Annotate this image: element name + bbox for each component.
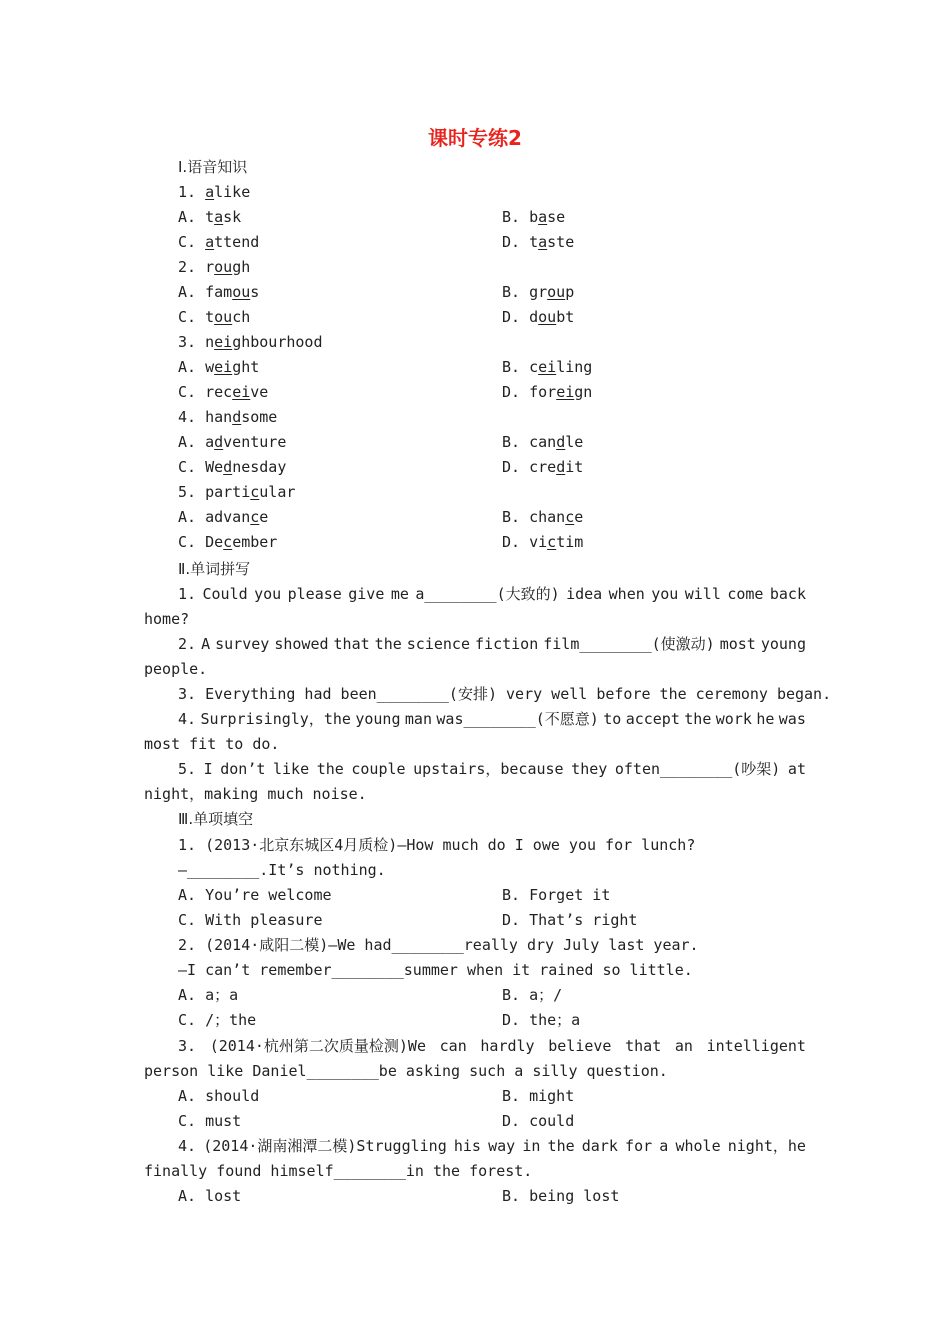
word-part: ular [259, 483, 296, 501]
word: don’t [220, 760, 266, 778]
phonetics-q3-option-d [502, 382, 592, 402]
word-part: De [205, 533, 224, 551]
word-part: d [529, 308, 539, 326]
underlined-letters: ei [214, 333, 233, 351]
word: believe [548, 1037, 612, 1055]
question-number: 5. [178, 483, 206, 501]
section-heading-phonetics: Ⅰ.语音知识 [178, 158, 248, 176]
question-number: 3. [178, 333, 206, 351]
word-part: sk [223, 208, 242, 226]
word: the [547, 1137, 575, 1155]
choice-q3-option-c: C. must [178, 1112, 242, 1130]
choice-q1-option-a: A. You’re welcome [178, 886, 332, 904]
word: dark [581, 1137, 618, 1155]
word-part: ste [547, 233, 575, 251]
word: back [769, 585, 806, 603]
word: come [727, 585, 764, 603]
word: the [316, 760, 344, 778]
word-part: tim [556, 533, 584, 551]
word-part: ch [232, 308, 251, 326]
underlined-letters: c [223, 533, 233, 551]
word-part: t [205, 208, 215, 226]
word: idea [566, 585, 603, 603]
choice-q2-stem: 2. (2014·咸阳二模)—We had________really dry July last year. [178, 936, 699, 954]
word: at [787, 760, 806, 778]
option-letter: C. [178, 533, 206, 551]
phonetics-q2-word [178, 257, 250, 277]
phonetics-q2-option-b [502, 282, 574, 302]
word: 4. [178, 710, 197, 728]
word: when [608, 585, 645, 603]
option-letter: D. [502, 458, 530, 476]
underlined-letters: c [250, 483, 260, 501]
word-part: some [241, 408, 278, 426]
spelling-q3: 3. Everything had been________(安排) very well before the ceremony began. [178, 685, 832, 703]
spelling-q1-line2: home? [144, 610, 190, 628]
word: accept [625, 710, 680, 728]
word: work [715, 710, 752, 728]
choice-q4-option-a: A. lost [178, 1187, 242, 1205]
word: science [406, 635, 470, 653]
choice-q2-option-c: C. /；the [178, 1011, 257, 1029]
option-letter: C. [178, 458, 206, 476]
choice-q4-stem [178, 1136, 806, 1156]
phonetics-q1-option-b [502, 207, 565, 227]
choice-q3-option-a: A. should [178, 1087, 260, 1105]
word-part: a [205, 433, 215, 451]
option-letter: D. [502, 308, 530, 326]
phonetics-q5-word [178, 482, 295, 502]
word: Could [202, 585, 248, 603]
word-part: t [529, 233, 539, 251]
phonetics-q4-option-c [178, 457, 286, 477]
word: I [203, 760, 213, 778]
word: night，he [727, 1137, 806, 1155]
option-letter: D. [502, 233, 530, 251]
word: an [674, 1037, 693, 1055]
word-part: bt [556, 308, 575, 326]
option-letter: D. [502, 533, 530, 551]
spelling-q5-line2: night，making much noise. [144, 785, 367, 803]
underlined-letters: ou [214, 308, 233, 326]
word: in [522, 1137, 541, 1155]
word-part: venture [223, 433, 287, 451]
underlined-letters: ou [214, 258, 233, 276]
word: that [333, 635, 370, 653]
underlined-letters: ei [556, 383, 575, 401]
underlined-letters: d [556, 433, 566, 451]
word-part: for [529, 383, 557, 401]
choice-q2-option-b: B. a；/ [502, 986, 563, 1004]
underlined-letters: c [250, 508, 260, 526]
word: please [287, 585, 342, 603]
word: upstairs，because [413, 760, 564, 778]
phonetics-q3-option-c [178, 382, 268, 402]
choice-q3-stem [178, 1036, 806, 1056]
word-part: han [205, 408, 233, 426]
underlined-letters: a [214, 208, 224, 226]
word: that [625, 1037, 662, 1055]
phonetics-q4-option-d [502, 457, 583, 477]
word-part: w [205, 358, 215, 376]
word-part: ttend [214, 233, 260, 251]
word-part: e [574, 508, 584, 526]
choice-q3-option-d: D. could [502, 1112, 575, 1130]
option-letter: A. [178, 508, 206, 526]
choice-q1-option-d: D. That’s right [502, 911, 638, 929]
word: will [684, 585, 721, 603]
word: fiction [475, 635, 539, 653]
phonetics-q5-option-c [178, 532, 277, 552]
word-part: gn [574, 383, 593, 401]
option-letter: A. [178, 283, 206, 301]
word: give [348, 585, 385, 603]
word: the [684, 710, 712, 728]
word-part: can [529, 433, 557, 451]
phonetics-q4-option-b [502, 432, 583, 452]
word-part: le [565, 433, 584, 451]
underlined-letters: d [214, 433, 224, 451]
word-part: p [565, 283, 575, 301]
word-part: ling [556, 358, 593, 376]
word: for [625, 1137, 653, 1155]
section-heading-choice: Ⅲ.单项填空 [178, 810, 254, 828]
choice-q3-stem-line2: person like Daniel________be asking such a silly question. [144, 1062, 668, 1080]
word: A [201, 635, 211, 653]
phonetics-q5-option-b [502, 507, 583, 527]
word-part: n [205, 333, 215, 351]
underlined-letters: ou [547, 283, 566, 301]
underlined-letters: d [556, 458, 566, 476]
word: survey [215, 635, 270, 653]
word: you [651, 585, 679, 603]
word-part: it [565, 458, 584, 476]
word: 5. [178, 760, 197, 778]
word: his [453, 1137, 481, 1155]
word: young [760, 635, 806, 653]
word-part: b [529, 208, 539, 226]
word-part: parti [205, 483, 251, 501]
word: way [488, 1137, 516, 1155]
word-part: ember [232, 533, 278, 551]
spelling-q5-line1 [178, 759, 806, 779]
option-letter: C. [178, 308, 206, 326]
phonetics-q1-option-c [178, 232, 259, 252]
underlined-letters: c [565, 508, 575, 526]
word: (2014·湖南湘潭二模)Struggling [203, 1137, 447, 1155]
choice-q2-stem-line2: —I can’t remember________summer when it rained so little. [178, 961, 693, 979]
word: (2014·杭州第二次质量检测)We [209, 1037, 426, 1055]
spelling-q2-line2: people. [144, 660, 208, 678]
choice-q2-option-d: D. the；a [502, 1011, 581, 1029]
word: hardly [480, 1037, 535, 1055]
word: he [756, 710, 775, 728]
spelling-q1-line1 [178, 584, 806, 604]
phonetics-q5-option-a [178, 507, 268, 527]
underlined-letters: a [538, 233, 548, 251]
word: me [390, 585, 409, 603]
underlined-letters: a [205, 183, 215, 201]
underlined-letters: c [547, 533, 557, 551]
word-part: gr [529, 283, 548, 301]
word-part: c [529, 358, 539, 376]
word: young [355, 710, 401, 728]
option-letter: A. [178, 208, 206, 226]
word: 4. [178, 1137, 197, 1155]
word: to [603, 710, 622, 728]
question-number: 4. [178, 408, 206, 426]
underlined-letters: a [205, 233, 215, 251]
word-part: ghbourhood [232, 333, 323, 351]
underlined-letters: a [538, 208, 548, 226]
question-number: 2. [178, 258, 206, 276]
word: 3. [178, 1037, 197, 1055]
phonetics-q3-option-b [502, 357, 592, 377]
underlined-letters: ou [538, 308, 557, 326]
phonetics-q1-word [178, 182, 250, 202]
option-letter: D. [502, 383, 530, 401]
word: a [659, 1137, 669, 1155]
option-letter: A. [178, 358, 206, 376]
word-part: nesday [232, 458, 287, 476]
phonetics-q1-option-a [178, 207, 241, 227]
word: 1. [178, 585, 197, 603]
underlined-letters: ei [214, 358, 233, 376]
word: a________(大致的) [415, 585, 560, 603]
option-letter: B. [502, 433, 530, 451]
option-letter: A. [178, 433, 206, 451]
word-part: like [214, 183, 251, 201]
spelling-q4-line2: most fit to do. [144, 735, 280, 753]
phonetics-q1-option-d [502, 232, 574, 252]
spelling-q4-line1 [178, 709, 806, 729]
choice-q1-option-c: C. With pleasure [178, 911, 323, 929]
word-part: e [259, 508, 269, 526]
word: intelligent [706, 1037, 806, 1055]
word-part: advan [205, 508, 251, 526]
word: like [272, 760, 310, 778]
choice-q1-stem-line2: —________.It’s nothing. [178, 861, 386, 879]
option-letter: C. [178, 233, 206, 251]
page-title: 课时专练2 [428, 126, 522, 150]
phonetics-q2-option-d [502, 307, 574, 327]
word: most [719, 635, 756, 653]
word-part: vi [529, 533, 548, 551]
word: the [374, 635, 402, 653]
word-part: gh [232, 258, 251, 276]
section-heading-spelling: Ⅱ.单词拼写 [178, 560, 251, 578]
word: couple [351, 760, 406, 778]
choice-q4-stem-line2: finally found himself________in the forest. [144, 1162, 533, 1180]
word: was [778, 710, 806, 728]
option-letter: C. [178, 383, 206, 401]
phonetics-q3-word [178, 332, 323, 352]
choice-q4-option-b: B. being lost [502, 1187, 620, 1205]
phonetics-q3-option-a [178, 357, 259, 377]
word: 2. [178, 635, 197, 653]
underlined-letters: ou [232, 283, 251, 301]
word-part: We [205, 458, 224, 476]
word: whole [675, 1137, 721, 1155]
option-letter: B. [502, 508, 530, 526]
word-part: chan [529, 508, 566, 526]
word-part: se [547, 208, 566, 226]
word: was________(不愿意) [436, 710, 599, 728]
word-part: t [205, 308, 215, 326]
word-part: r [205, 258, 215, 276]
word: can [439, 1037, 467, 1055]
underlined-letters: ei [232, 383, 251, 401]
choice-q3-option-b: B. might [502, 1087, 575, 1105]
word: Surprisingly，the [200, 710, 351, 728]
underlined-letters: ei [538, 358, 557, 376]
word-part: rec [205, 383, 233, 401]
phonetics-q2-option-c [178, 307, 250, 327]
word-part: fam [205, 283, 233, 301]
underlined-letters: d [223, 458, 233, 476]
option-letter: B. [502, 208, 530, 226]
phonetics-q4-option-a [178, 432, 286, 452]
choice-q1-stem: 1. (2013·北京东城区4月质检)—How much do I owe you for lunch? [178, 836, 696, 854]
option-letter: B. [502, 358, 530, 376]
word: man [404, 710, 432, 728]
question-number: 1. [178, 183, 206, 201]
underlined-letters: d [232, 408, 242, 426]
word: showed [274, 635, 329, 653]
word-part: cre [529, 458, 557, 476]
word: film________(使激动) [543, 635, 715, 653]
phonetics-q4-word [178, 407, 277, 427]
choice-q1-option-b: B. Forget it [502, 886, 611, 904]
phonetics-q5-option-d [502, 532, 583, 552]
word-part: ght [232, 358, 260, 376]
choice-q2-option-a: A. a；a [178, 986, 239, 1004]
word: you [254, 585, 282, 603]
word-part: s [250, 283, 260, 301]
word: they [571, 760, 608, 778]
phonetics-q2-option-a [178, 282, 259, 302]
word-part: ve [250, 383, 269, 401]
spelling-q2-line1 [178, 634, 806, 654]
option-letter: B. [502, 283, 530, 301]
word: often________(吵架) [614, 760, 781, 778]
